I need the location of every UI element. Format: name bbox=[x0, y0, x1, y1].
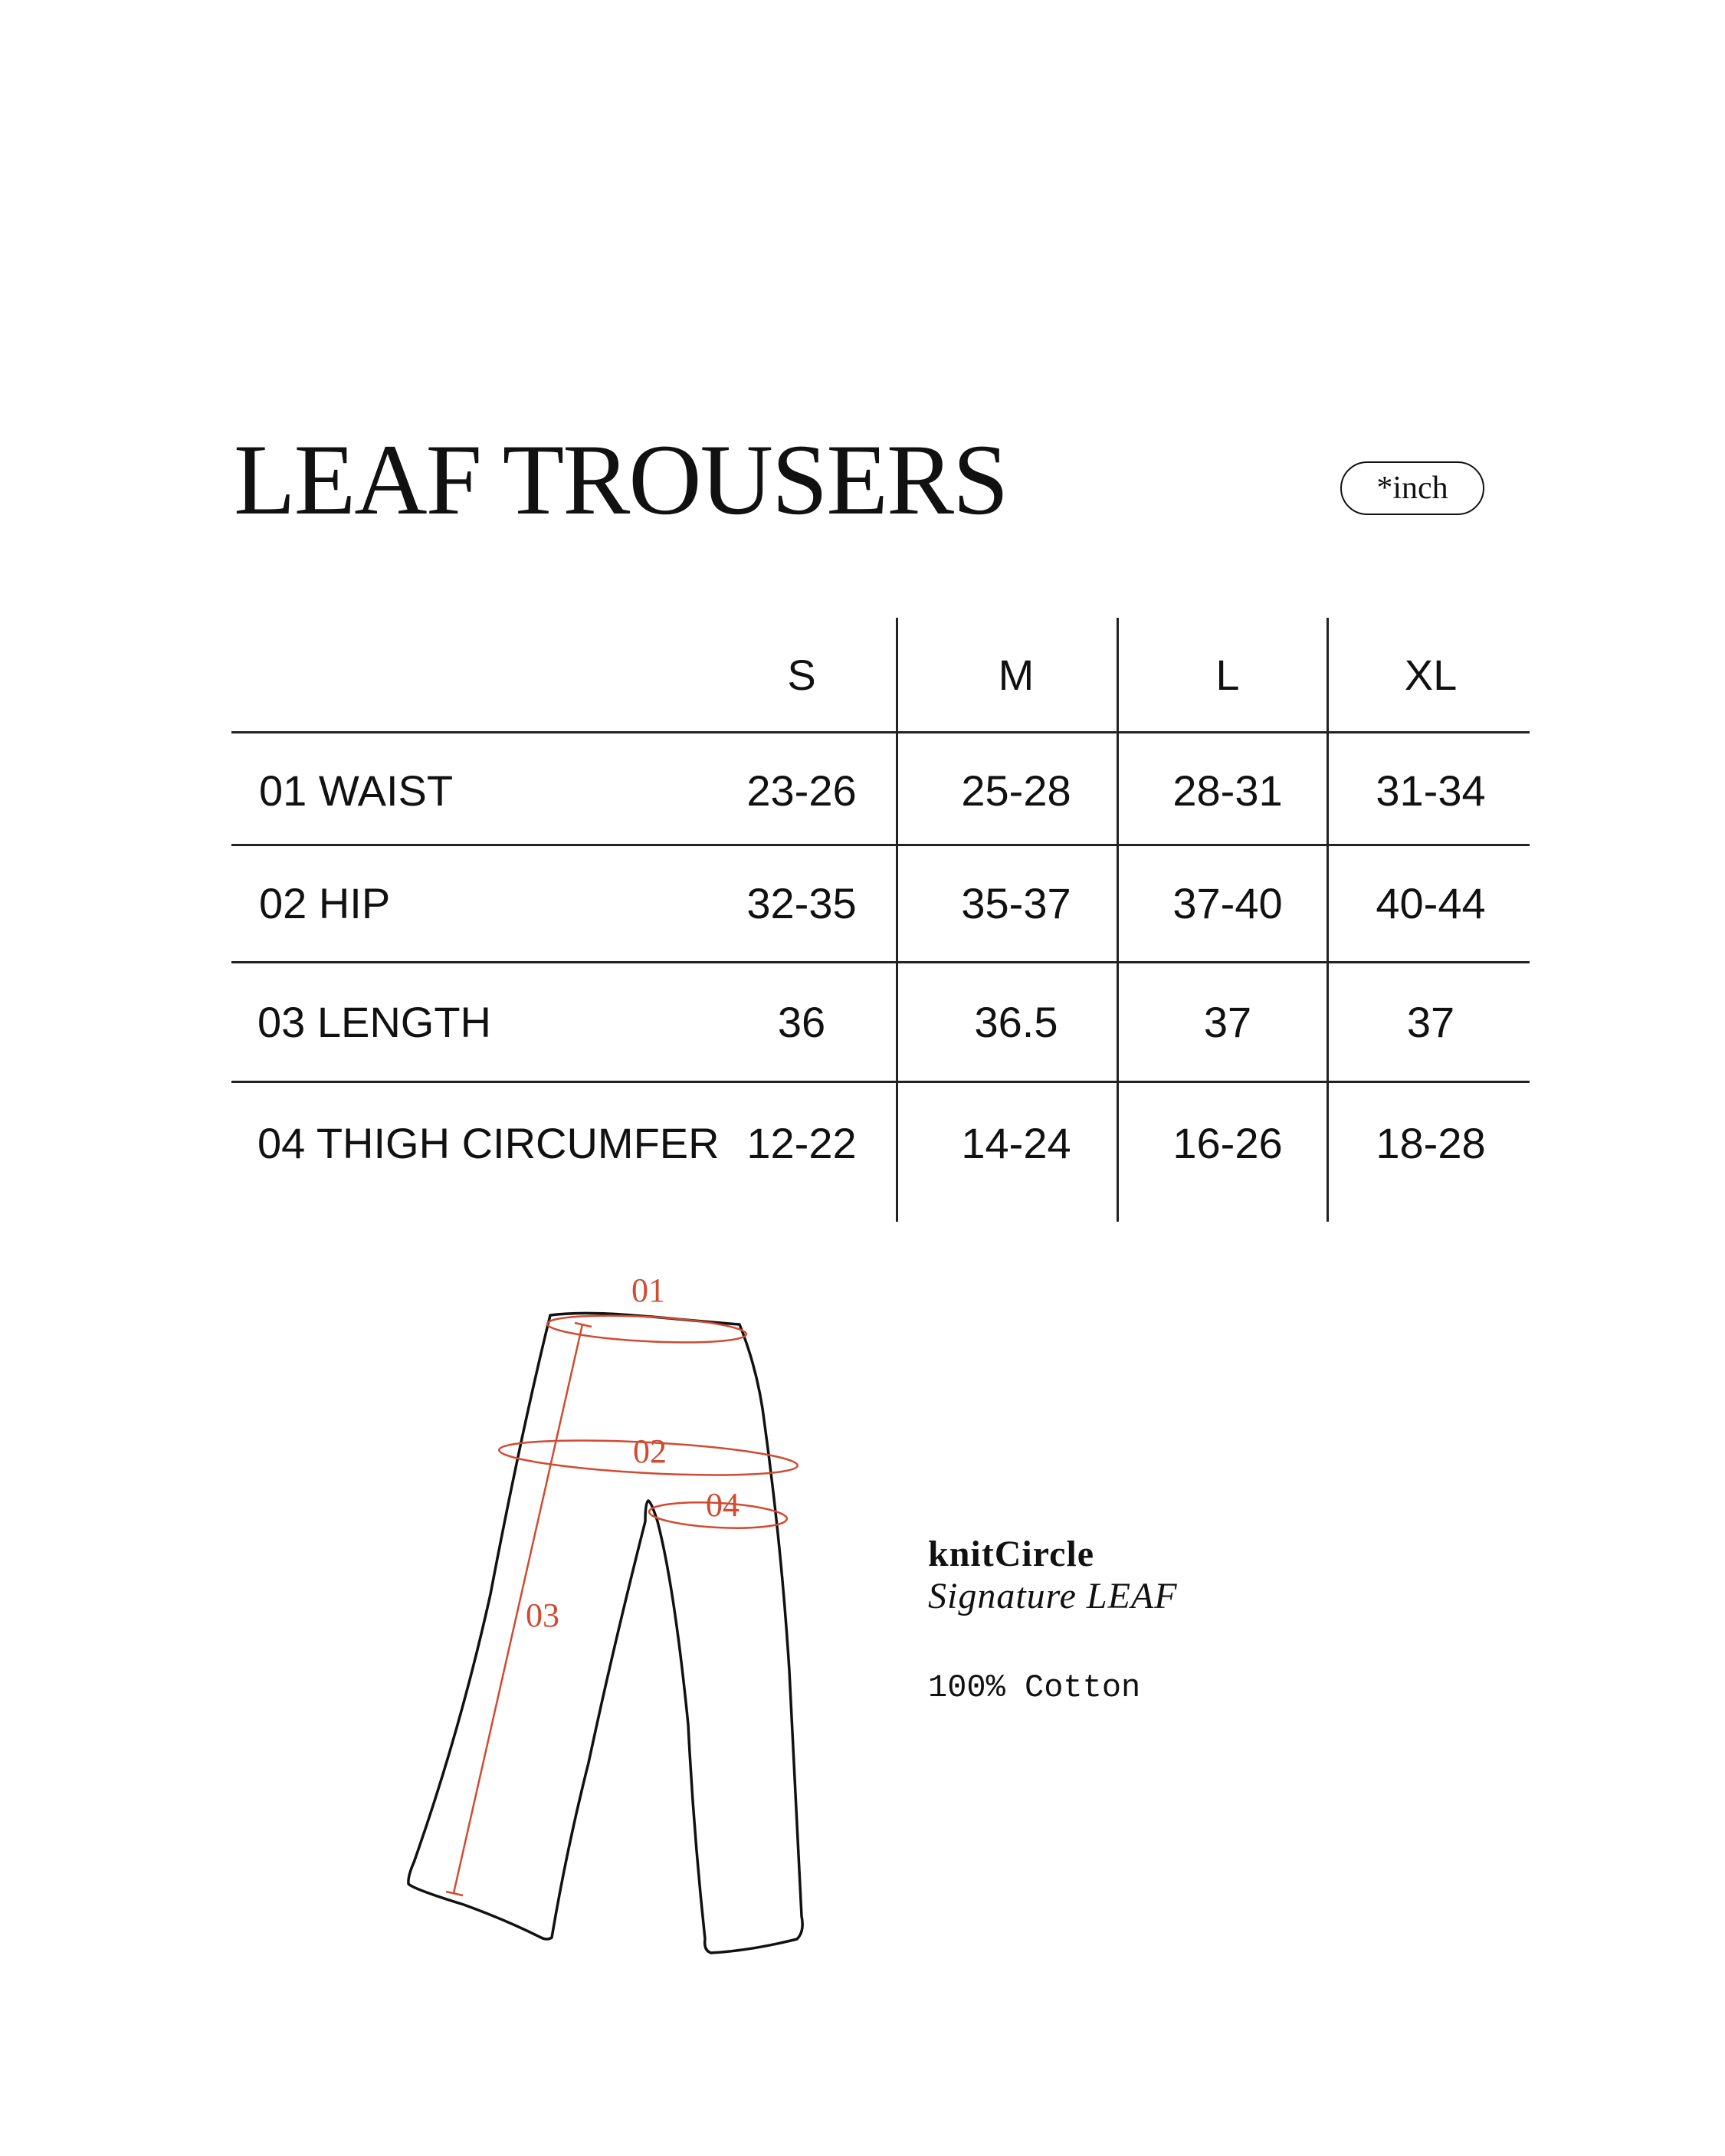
size-table bbox=[231, 618, 1530, 1222]
table-cell: 32-35 bbox=[746, 879, 857, 927]
column-header-s: S bbox=[787, 651, 816, 699]
waist-measure-loop bbox=[546, 1311, 746, 1347]
waist-label: 01 bbox=[631, 1272, 665, 1309]
row-label-hip: 02 HIP bbox=[259, 879, 391, 927]
column-header-xl: XL bbox=[1404, 651, 1458, 699]
table-cell: 37 bbox=[1406, 998, 1455, 1046]
length-measure-cap bbox=[575, 1323, 592, 1327]
length-measure-line bbox=[454, 1324, 582, 1893]
table-divider bbox=[231, 961, 1530, 963]
row-label-waist: 01 WAIST bbox=[259, 766, 454, 815]
unit-badge: *inch bbox=[1340, 461, 1484, 515]
table-cell: 18-28 bbox=[1376, 1119, 1486, 1167]
measurement-guides bbox=[446, 1311, 799, 1895]
table-cell: 25-28 bbox=[961, 766, 1071, 815]
trousers-diagram bbox=[398, 1257, 828, 1985]
hip-label: 02 bbox=[633, 1432, 667, 1470]
column-header-m: M bbox=[998, 651, 1035, 699]
page-title: LEAF TROUSERS bbox=[234, 423, 1008, 536]
thigh-label: 04 bbox=[706, 1486, 740, 1524]
table-divider bbox=[231, 1081, 1530, 1083]
table-cell: 35-37 bbox=[961, 879, 1071, 927]
material-text: 100% Cotton bbox=[928, 1669, 1141, 1706]
column-header-l: L bbox=[1215, 651, 1240, 699]
table-cell: 12-22 bbox=[746, 1119, 857, 1167]
table-cell: 36.5 bbox=[974, 998, 1058, 1046]
column-divider bbox=[1327, 618, 1329, 1222]
row-label-length: 03 LENGTH bbox=[257, 998, 491, 1046]
column-divider bbox=[1117, 618, 1119, 1222]
table-cell: 37 bbox=[1203, 998, 1252, 1046]
table-cell: 37-40 bbox=[1172, 879, 1283, 927]
table-cell: 40-44 bbox=[1376, 879, 1486, 927]
table-cell: 36 bbox=[777, 998, 826, 1046]
table-divider bbox=[231, 731, 1530, 733]
brand-name: knitCircle bbox=[928, 1534, 1095, 1574]
table-cell: 23-26 bbox=[746, 766, 857, 815]
table-cell: 14-24 bbox=[961, 1119, 1071, 1167]
table-divider bbox=[231, 844, 1530, 846]
length-label: 03 bbox=[526, 1596, 559, 1634]
product-line: Signature LEAF bbox=[928, 1576, 1178, 1616]
table-cell: 31-34 bbox=[1376, 766, 1486, 815]
row-label-thigh: 04 THIGH CIRCUMFER bbox=[257, 1119, 720, 1167]
table-cell: 16-26 bbox=[1172, 1119, 1283, 1167]
table-cell: 28-31 bbox=[1172, 766, 1283, 815]
trousers-outline-icon bbox=[408, 1313, 802, 1953]
column-divider bbox=[896, 618, 898, 1222]
